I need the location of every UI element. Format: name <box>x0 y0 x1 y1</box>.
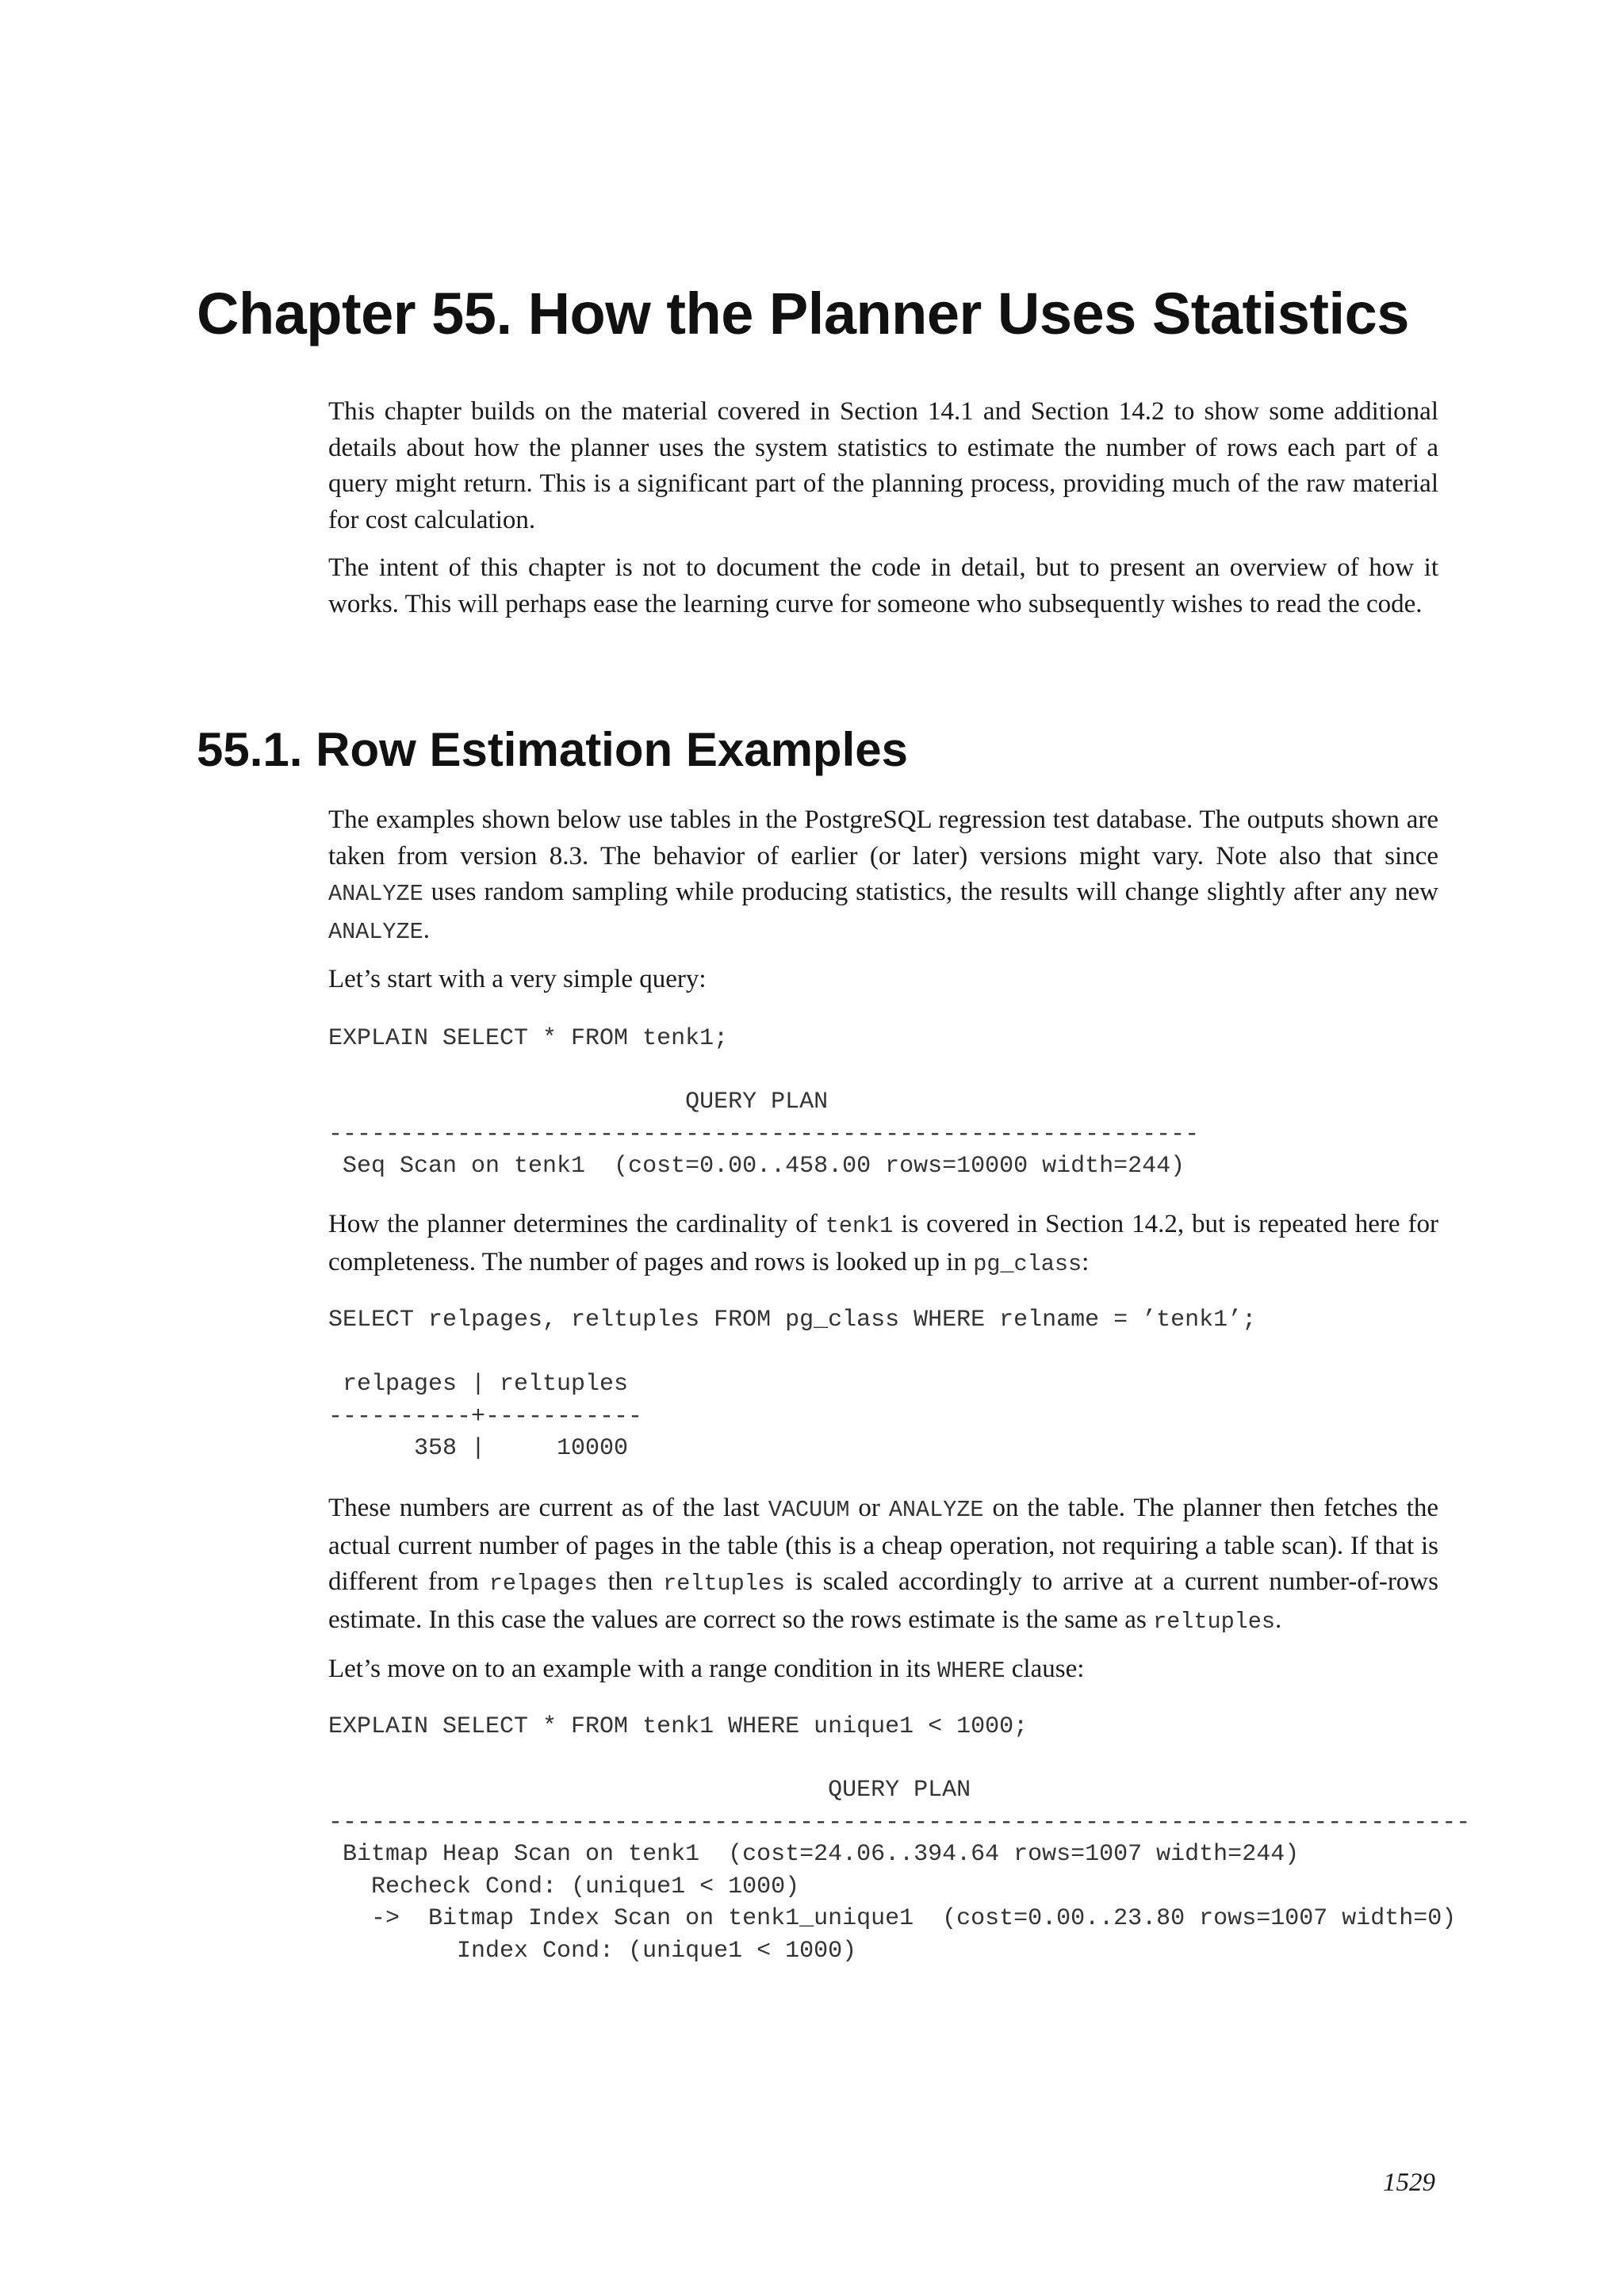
chapter-title: Chapter 55. How the Planner Uses Statistics <box>197 281 1409 346</box>
inline-code: relpages <box>488 1571 598 1597</box>
inline-code: pg_class <box>973 1250 1082 1277</box>
intro-paragraph-1: This chapter builds on the material covered in Section 14.1 and Section 14.2 to show some additional details about how the planner uses the system statistics to estimate the number of rows each part of a query might return. This is a significant part of the planning process, providing much of the raw material for cost calculation. <box>328 397 1438 534</box>
query-output-3: QUERY PLAN -------------------------------------------------------------------------------- Bitmap Heap Scan on tenk1 (cost=24.06..394.64 rows=1007 width=244) Recheck Cond: (unique1 < 1000) -> Bitmap Index Scan on tenk1_unique1 (cost=0.00..23.80 rows=1007 width=0) Index Cond: (unique1 < 1000) <box>328 1777 1471 1965</box>
inline-code: tenk1 <box>825 1213 894 1239</box>
page-number: 1529 <box>1383 2168 1435 2197</box>
section-title: 55.1. Row Estimation Examples <box>197 723 908 776</box>
section-paragraph-3: How the planner determines the cardinality of tenk1 is covered in Section 14.2, but is repeated here for completeness. The number of pages and rows is looked up in pg_class: <box>328 1210 1439 1277</box>
query-output-1: QUERY PLAN ------------------------------------------------------------- Seq Scan on tenk1 (cost=0.00..458.00 rows=10000 width=244) <box>328 1089 1200 1180</box>
intro-paragraph-2: The intent of this chapter is not to document the code in detail, but to present an overview of how it works. This will perhaps ease the learning curve for someone who subsequently wishes to read the code. <box>328 553 1438 618</box>
query-output-2: relpages | reltuples ----------+----------- 358 | 10000 <box>328 1371 643 1462</box>
section-paragraph-4: These numbers are current as of the last VACUUM or ANALYZE on the table. The planner then fetches the actual current number of pages in the table (this is a cheap operation, not requiring a table scan). If that is different from relpages then reltuples is scaled accordingly to arrive at a current number-of-rows estimate. In this case the values are correct so the rows estimate is the same as reltuples. <box>328 1494 1438 1635</box>
inline-code: VACUUM <box>768 1497 850 1523</box>
inline-code: ANALYZE <box>888 1497 984 1523</box>
section-intro <box>328 802 1438 998</box>
stats-text <box>328 1490 1438 1689</box>
inline-code: ANALYZE <box>328 918 423 945</box>
inline-code: reltuples <box>663 1571 786 1597</box>
section-paragraph-1: The examples shown below use tables in the PostgreSQL regression test database. The outputs shown are taken from version 8.3. The behavior of earlier (or later) versions might vary. Note also that since ANALYZE uses random sampling while producing statistics, the results will change slightly after any new ANALYZE. <box>328 806 1438 945</box>
code-explain-1: EXPLAIN SELECT * FROM tenk1; <box>328 1025 729 1052</box>
section-paragraph-2: Let’s start with a very simple query: <box>328 965 707 993</box>
inline-code: reltuples <box>1153 1608 1275 1635</box>
inline-code: ANALYZE <box>328 881 423 907</box>
inline-code: WHERE <box>937 1658 1005 1684</box>
code-explain-2: EXPLAIN SELECT * FROM tenk1 WHERE unique1 < 1000; <box>328 1713 1028 1740</box>
cardinality-text <box>328 1207 1438 1282</box>
code-select: SELECT relpages, reltuples FROM pg_class WHERE relname = ’tenk1’; <box>328 1307 1257 1334</box>
chapter-intro <box>328 394 1438 622</box>
section-paragraph-5: Let’s move on to an example with a range condition in its WHERE clause: <box>328 1655 1085 1684</box>
